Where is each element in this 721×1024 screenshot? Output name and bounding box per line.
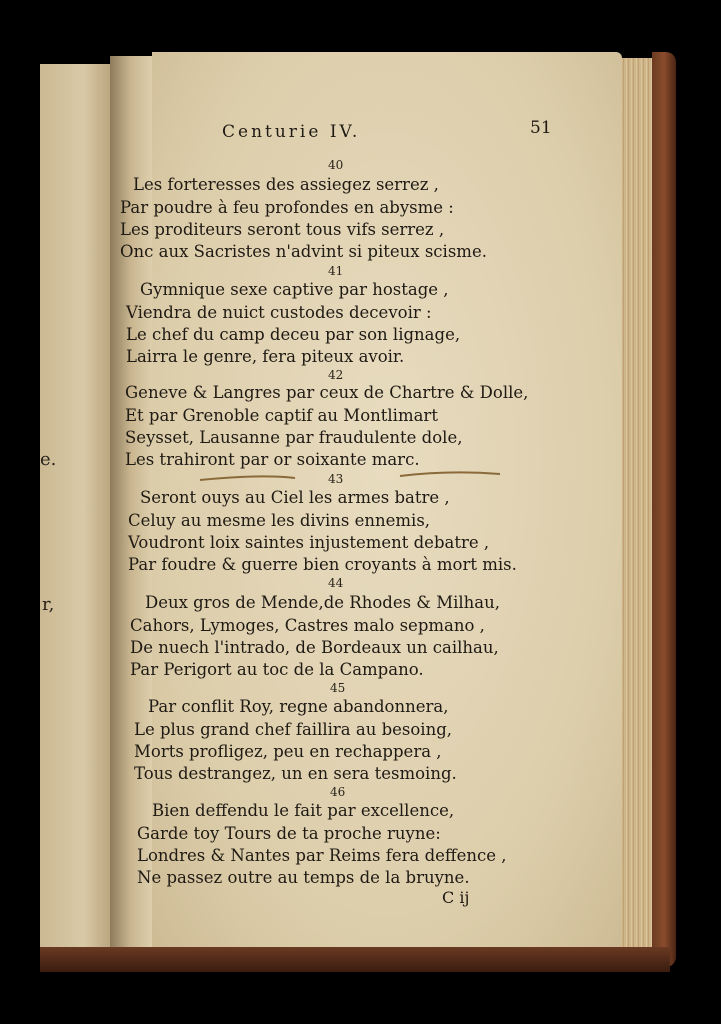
verse-line: Ne passez outre au temps de la bruyne. — [137, 868, 470, 887]
verse-line: Londres & Nantes par Reims fera deffence , — [137, 846, 507, 865]
verse-line: Bien deffendu le fait par excellence, — [152, 801, 455, 820]
verse-line: Geneve & Langres par ceux de Chartre & Dolle, — [125, 383, 529, 402]
verse-line: Lairra le genre, fera piteux avoir. — [126, 347, 405, 366]
quatrain-number: 41 — [328, 264, 344, 278]
left-page-fragment: e. — [40, 449, 57, 470]
page-number: 51 — [530, 118, 552, 138]
quatrain-number: 40 — [328, 158, 344, 172]
verse-line: Le chef du camp deceu par son lignage, — [126, 325, 461, 344]
verse-line: Les trahiront par or soixante marc. — [125, 450, 420, 469]
verse-line: Seront ouys au Ciel les armes batre , — [140, 488, 450, 507]
verse-line: Onc aux Sacristes n'advint si piteux scisme. — [120, 242, 487, 261]
verse-line: Morts profligez, peu en rechappera , — [134, 742, 442, 761]
verse-line: Par poudre à feu profondes en abysme : — [120, 198, 454, 217]
ink-flourish — [200, 470, 500, 484]
verse-line: Voudront loix saintes injustement debatre , — [128, 533, 490, 552]
verse-line: Cahors, Lymoges, Castres malo sepmano , — [130, 616, 485, 635]
running-header: Centurie IV. — [222, 122, 361, 142]
left-page-fragment: r, — [42, 594, 55, 615]
verse-line: De nuech l'intrado, de Bordeaux un cailhau, — [130, 638, 499, 657]
verse-line: Les proditeurs seront tous vifs serrez , — [120, 220, 445, 239]
verse-line: Deux gros de Mende,de Rhodes & Milhau, — [145, 593, 501, 612]
signature-mark: C ij — [442, 888, 470, 907]
verse-line: Le plus grand chef faillira au besoing, — [134, 720, 453, 739]
verse-line: Garde toy Tours de ta proche ruyne: — [137, 824, 441, 843]
verse-line: Par foudre & guerre bien croyants à mort mis. — [128, 555, 517, 574]
verse-line: Viendra de nuict custodes decevoir : — [126, 303, 432, 322]
quatrain-number: 42 — [328, 368, 344, 382]
verse-line: Par conflit Roy, regne abandonnera, — [148, 697, 449, 716]
quatrain-number: 43 — [328, 472, 344, 486]
verse-line: Celuy au mesme les divins ennemis, — [128, 511, 431, 530]
verse-line: Par Perigort au toc de la Campano. — [130, 660, 424, 679]
quatrain-number: 45 — [330, 681, 346, 695]
verse-line: Les forteresses des assiegez serrez , — [133, 175, 439, 194]
verse-line: Gymnique sexe captive par hostage , — [140, 280, 449, 299]
verse-line: Et par Grenoble captif au Montlimart — [125, 406, 438, 425]
quatrain-number: 44 — [328, 576, 344, 590]
verse-line: Tous destrangez, un en sera tesmoing. — [134, 764, 457, 783]
quatrain-number: 46 — [330, 785, 346, 799]
verse-line: Seysset, Lausanne par fraudulente dole, — [125, 428, 463, 447]
